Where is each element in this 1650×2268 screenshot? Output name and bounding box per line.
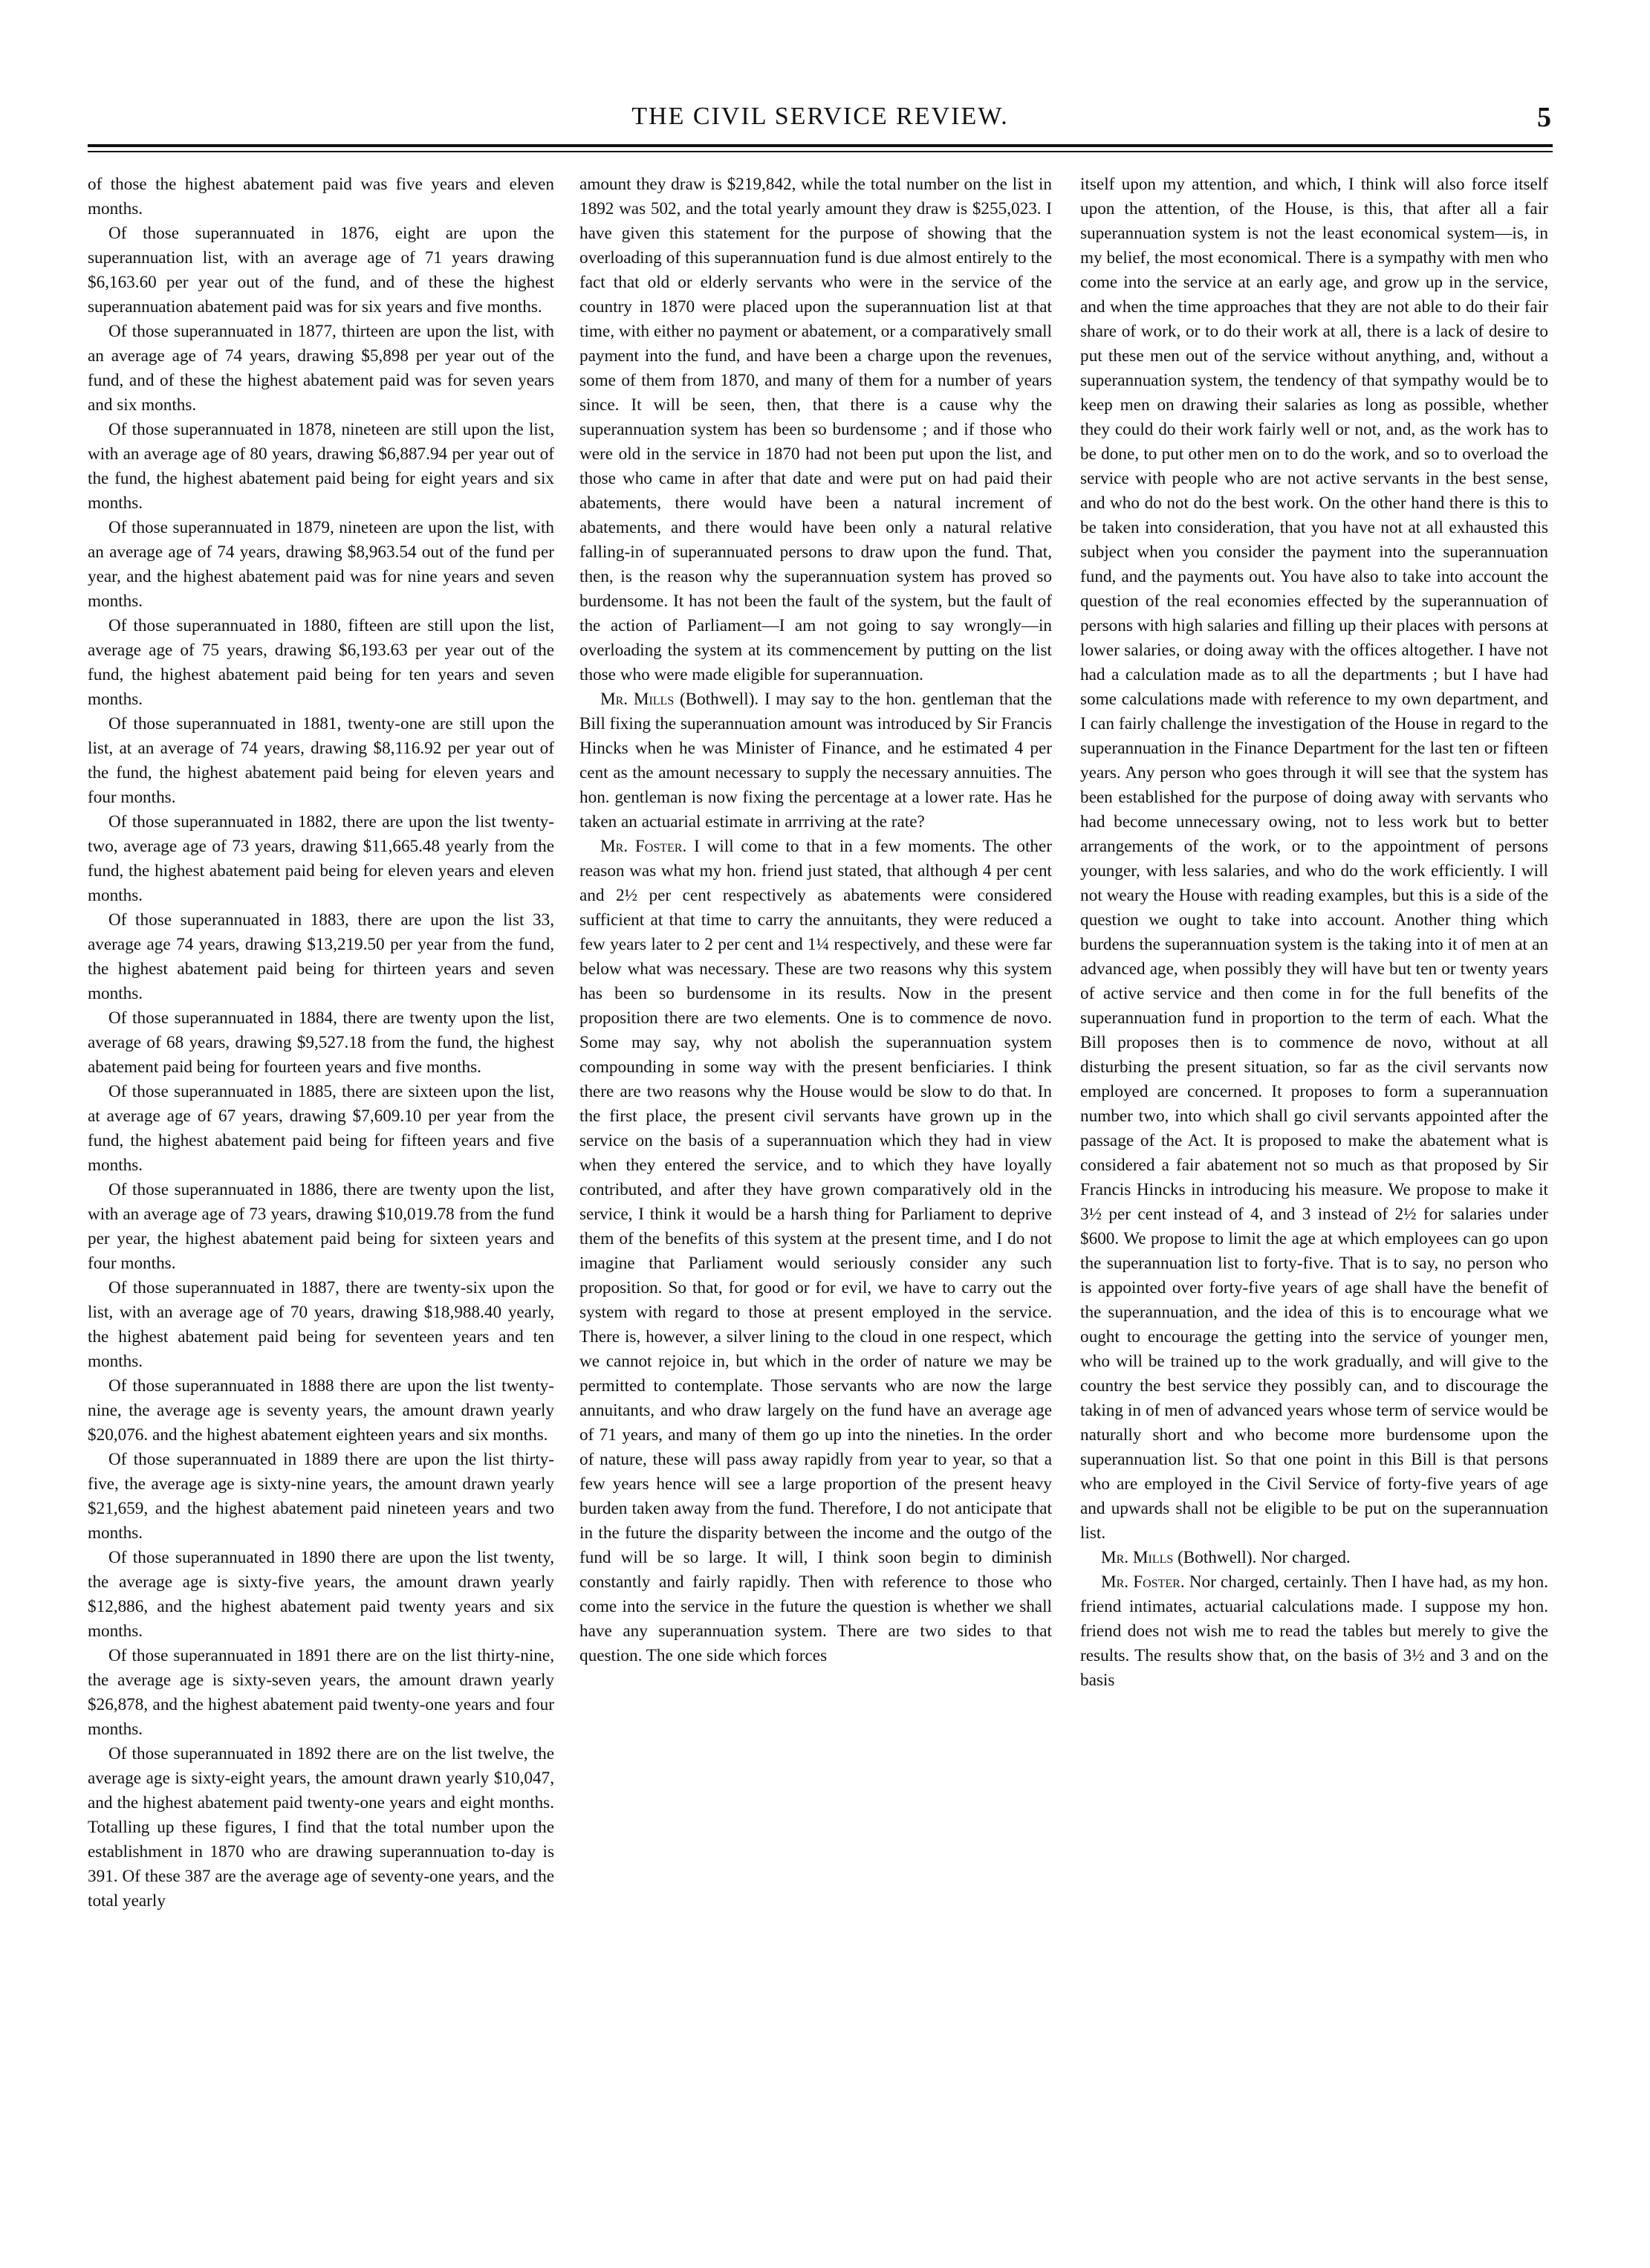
paragraph <box>579 687 1052 835</box>
paragraph-text: Of those superannuated in 1886, there are twenty upon the list, with an average age of 73 years, drawing $10,019.78 from the fund per year, the highest abatement paid being for sixteen years and four months. <box>88 1180 554 1273</box>
paragraph-text: (Bothwell). Nor charged. <box>1173 1548 1351 1567</box>
text-column-3 <box>1080 172 1548 1693</box>
paragraph-text: of those the highest abatement paid was five years and eleven months. <box>88 175 554 218</box>
speaker-name: Mr. Mills <box>1101 1548 1174 1567</box>
paragraph <box>579 172 1052 687</box>
paragraph-text: Nor charged, certainly. Then I have had, as my hon. friend intimates, actuarial calculations made. I suppose my hon. friend does not wish me to read the tables but merely to give the results. The results show that, on the basis of 3½ and 3 and on the basis <box>1080 1572 1549 1690</box>
page-number: 5 <box>1537 102 1551 133</box>
paragraph <box>88 908 554 1006</box>
paragraph <box>579 835 1052 1668</box>
paragraph-text: Of those superannuated in 1884, there are twenty upon the list, average of 68 years, drawing $9,527.18 from the fund, the highest abatement paid being for fourteen years and five months. <box>88 1008 554 1077</box>
paragraph <box>88 1374 554 1448</box>
header-rule-thick <box>88 144 1553 147</box>
header-rule-thin <box>88 151 1553 152</box>
paragraph <box>88 172 554 221</box>
paragraph <box>88 221 554 320</box>
paragraph-text: Of those superannuated in 1879, nineteen are upon the list, with an average age of 74 years, drawing $8,963.54 out of the fund per year, and the highest abatement paid was for nine years and seven months. <box>88 518 554 611</box>
paragraph <box>88 516 554 614</box>
text-column-1 <box>88 172 554 1914</box>
paragraph <box>88 1178 554 1276</box>
paragraph <box>88 1080 554 1178</box>
paragraph <box>88 320 554 418</box>
paragraph-text: (Bothwell). I may say to the hon. gentleman that the Bill fixing the superannuation amount was introduced by Sir Francis Hincks when he was Minister of Finance, and he estimated 4 per cent as the amount necessary to supply the necessary annuities. The hon. gentleman is now fixing the percentage at a lower rate. Has he taken an actuarial estimate in arrriving at the rate? <box>579 690 1052 832</box>
paragraph <box>1080 172 1548 1546</box>
paragraph <box>88 1546 554 1644</box>
paragraph <box>1080 1570 1548 1693</box>
paragraph-text: Of those superannuated in 1891 there are on the list thirty-nine, the average age is sixty-seven years, the amount drawn yearly $26,878, and the highest abatement paid twenty-one years and four months. <box>88 1646 554 1739</box>
paragraph-text: itself upon my attention, and which, I think will also force itself upon the attention, of the House, is this, that after all a fair superannuation system is not the least economical system—is, in my belief, the most economical. There is a sympathy with men who come into the service at an early age, and grow up in the service, and when the time approaches that they are not able to do their fair share of work, or to do their work at all, there is a lack of desire to put these men out of the service without anything, and, without a superannuation system, the tendency of that sympathy would be to keep men on drawing their salaries as long as possible, whether they could do their work fairly well or not, and, as the work has to be done, to put other men on to do the work, and so to overload the service with people who are not active servants in the best sense, and who do not do the best work. On the other hand there is this to be taken into consideration, that you have not at all exhausted this subject when you consider the payment into the superannuation fund, and the payments out. You have also to take into account the question of the real economies effected by the superannuation of persons with high salaries and filling up their places with persons at lower salaries, or doing away with the offices altogether. I have not had a calculation made as to all the departments ; but I have had some calculations made with reference to my own department, and I can fairly challenge the investigation of the House in regard to the superannuation in the Finance Department for the last ten or fifteen years. Any person who goes through it will see that the system has been established for the purpose of doing away with servants who had become unnecessary owing, not to less work but to better arrangements of the work, or to the appointment of persons younger, with less salaries, and who do the work efficiently. I will not weary the House with reading examples, but this is a side of the question we ought to take into account. Another thing which burdens the superannuation system is the taking into it of men at an advanced age, when possibly they will have but ten or twenty years of active service and then come in for the full benefits of the superannuation fund in proportion to the term of each. What the Bill proposes then is to commence de novo, without at all disturbing the present situation, so far as the civil servants now employed are concerned. It proposes to form a superannuation number two, into which shall go civil servants appointed after the passage of the Act. It is proposed to make the abatement what is considered a fair abatement not so much as that proposed by Sir Francis Hincks in introducing his measure. We propose to make it 3½ per cent instead of 4, and 3 instead of 2½ for salaries under $600. We propose to limit the age at which employees can go upon the superannuation list to forty-five. That is to say, no person who is appointed over forty-five years of age shall have the benefit of the superannuation, and the idea of this is to encourage what we ought to encourage the getting into the service of younger men, who will be trained up to the work gradually, and will give to the country the best service they possibly can, and to discourage the taking in of men of advanced years whose term of service would be naturally short and who become more burdensome upon the superannuation list. So that one point in this Bill is that persons who are employed in the Civil Service of forty-five years of age and upwards shall not be eligible to be put on the superannuation list. <box>1080 175 1548 1543</box>
paragraph-text: Of those superannuated in 1880, fifteen are still upon the list, average age of 75 years, drawing $6,193.63 per year out of the fund, the highest abatement paid being for ten years and seven months. <box>88 616 554 709</box>
speaker-name: Mr. Foster. <box>600 837 687 856</box>
paragraph <box>88 712 554 810</box>
paragraph <box>88 418 554 516</box>
paragraph-text: Of those superannuated in 1889 there are upon the list thirty-five, the average age is sixty-nine years, the amount drawn yearly $21,659, and the highest abatement paid nineteen years and two months. <box>88 1450 554 1543</box>
paragraph-text: Of those superannuated in 1881, twenty-one are still upon the list, at an average of 74 years, drawing $8,116.92 per year out of the fund, the highest abatement paid being for eleven years and four months. <box>88 714 554 807</box>
paragraph-text: Of those superannuated in 1892 there are on the list twelve, the average age is sixty-eight years, the amount drawn yearly $10,047, and the highest abatement paid twenty-one years and eight months. Totalling up these figures, I find that the total number upon the establishment in 1870 who are drawing superannuation to-day is 391. Of these 387 are the average age of seventy-one years, and the total yearly <box>88 1744 554 1911</box>
paragraph-text: amount they draw is $219,842, while the total number on the list in 1892 was 502, and the total yearly amount they draw is $255,023. I have given this statement for the purpose of showing that the overloading of this superannuation fund is due almost entirely to the fact that old or elderly servants who were in the service of the country in 1870 were placed upon the superannuation list at that time, with either no payment or abatement, or a comparatively small payment into the fund, and have been a charge upon the revenues, some of them from 1870, and many of them for a number of years since. It will be seen, then, that there is a cause why the superannuation system has been so burdensome ; and if those who were old in the service in 1870 had not been put upon the list, and those who came in after that date and were put on had paid their abatements, there would have been a natural increment of abatements, and there would have been only a natural relative falling-in of superannuated persons to draw upon the fund. That, then, is the reason why the superannuation system has proved so burdensome. It has not been the fault of the system, but the fault of the action of Parliament—I am not going to say wrongly—in overloading the system at its commencement by putting on the list those who were made eligible for superannuation. <box>579 175 1052 684</box>
paragraph-text: Of those superannuated in 1885, there are sixteen upon the list, at average age of 67 years, drawing $7,609.10 per year from the fund, the highest abatement paid being for fifteen years and five months. <box>88 1082 554 1175</box>
paragraph <box>88 1006 554 1080</box>
paragraph-text: I will come to that in a few moments. The other reason was what my hon. friend just stated, that although 4 per cent and 2½ per cent respectively as abatements were considered sufficient at that time to carry the annuitants, they were reduced a few years later to 2 per cent and 1¼ respectively, and these were far below what was necessary. These are two reasons why this system has been so burdensome in its results. Now in the present proposition there are two elements. One is to commence de novo. Some may say, why not abolish the superannuation system compounding in some way with the present benficiaries. I think there are two reasons why the House would be slow to do that. In the first place, the present civil servants have grown up in the service on the basis of a superannuation which they had in view when they entered the service, and to which they have loyally contributed, and after they have grown comparatively old in the service, I think it would be a harsh thing for Parliament to deprive them of the benefits of this system at the present time, and I do not imagine that Parliament would seriously consider any such proposition. So that, for good or for evil, we have to carry out the system with regard to those at present employed in the service. There is, however, a silver lining to the cloud in one respect, which we cannot rejoice in, but which in the order of nature we may be permitted to contemplate. Those servants who are now the large annuitants, and who draw largely on the fund have an average age of 71 years, and many of them go up into the nineties. In the order of nature, these will pass away rapidly from year to year, so that a few years hence will see a large proportion of the present heavy burden taken away from the fund. Therefore, I do not anticipate that in the future the disparity between the income and the outgo of the fund will be so large. It will, I think soon begin to diminish constantly and fairly rapidly. Then with reference to those who come into the service in the future the question is whether we shall have any superannuation system. There are two sides to that question. The one side which forces <box>579 837 1052 1665</box>
paragraph <box>88 614 554 712</box>
masthead <box>89 103 1551 138</box>
paragraph-text: Of those superannuated in 1877, thirteen are upon the list, with an average age of 74 years, drawing $5,898 per year out of the fund, and of these the highest abatement paid was for seven years and six months. <box>88 322 554 415</box>
paragraph <box>88 1644 554 1742</box>
paragraph-text: Of those superannuated in 1883, there are upon the list 33, average age 74 years, drawing $13,219.50 per year from the fund, the highest abatement paid being for thirteen years and seven months. <box>88 910 554 1003</box>
paragraph <box>88 810 554 908</box>
paragraph-text: Of those superannuated in 1882, there are upon the list twenty-two, average age of 73 years, drawing $11,665.48 yearly from the fund, the highest abatement paid being for eleven years and eleven months. <box>88 812 554 905</box>
paragraph <box>88 1276 554 1374</box>
paragraph-text: Of those superannuated in 1878, nineteen are still upon the list, with an average age of 80 years, drawing $6,887.94 per year out of the fund, the highest abatement paid being for eight years and six months. <box>88 420 554 513</box>
publication-title: THE CIVIL SERVICE REVIEW. <box>631 103 1009 130</box>
speaker-name: Mr. Foster. <box>1101 1572 1185 1592</box>
paragraph-text: Of those superannuated in 1876, eight are upon the superannuation list, with an average age of 71 years drawing $6,163.60 per year out of the fund, and of these the highest superannuation abatement paid was for six years and five months. <box>88 224 554 317</box>
paragraph <box>1080 1546 1548 1570</box>
paragraph <box>88 1448 554 1546</box>
paragraph <box>88 1742 554 1914</box>
text-column-2 <box>579 172 1052 1668</box>
paragraph-text: Of those superannuated in 1888 there are upon the list twenty-nine, the average age is seventy years, the amount drawn yearly $20,076. and the highest abatement eighteen years and six months. <box>88 1376 554 1445</box>
paragraph-text: Of those superannuated in 1887, there are twenty-six upon the list, with an average age of 70 years, drawing $18,988.40 yearly, the highest abatement paid being for seventeen years and ten months. <box>88 1278 554 1371</box>
speaker-name: Mr. Mills <box>600 690 675 709</box>
paragraph-text: Of those superannuated in 1890 there are upon the list twenty, the average age is sixty-five years, the amount drawn yearly $12,886, and the highest abatement paid twenty years and six months. <box>88 1548 554 1641</box>
